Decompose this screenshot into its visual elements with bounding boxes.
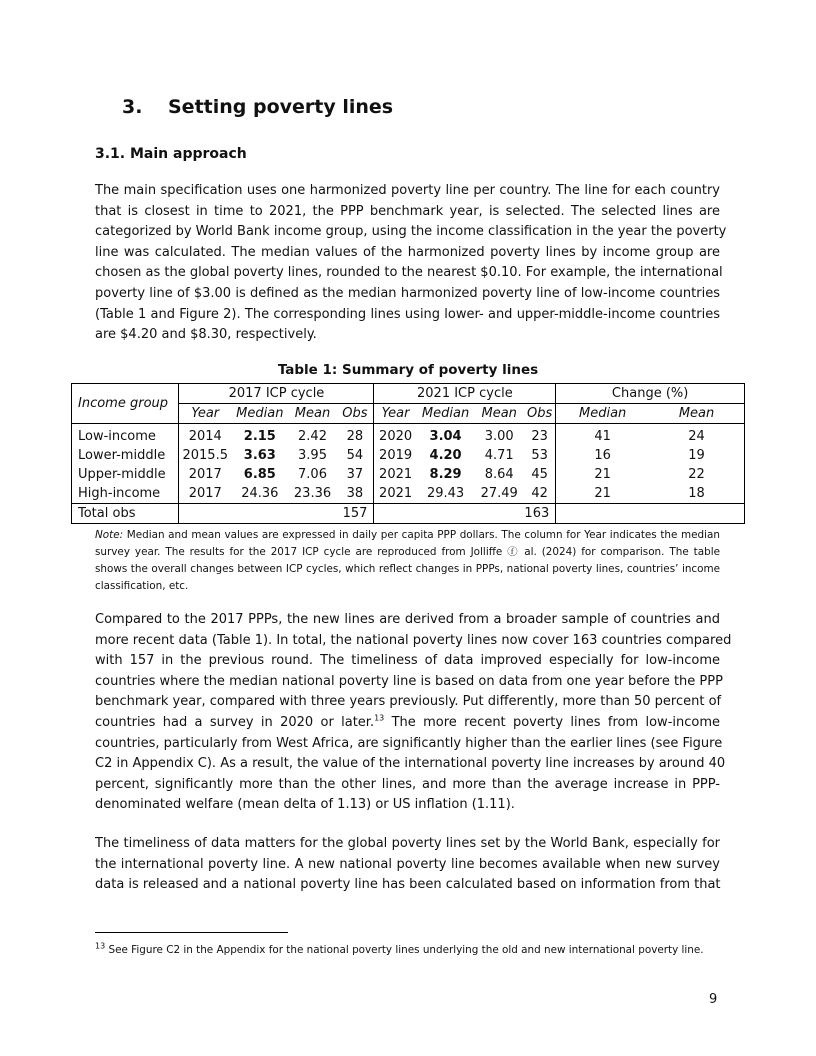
note-line xyxy=(95,527,720,544)
cycle-2021-header: 2021 ICP cycle xyxy=(374,384,556,404)
poverty-lines-table xyxy=(71,383,745,524)
note-line: classification, etc. xyxy=(95,580,189,592)
mean-cell: 8.64 xyxy=(484,467,514,482)
median-cell: 3.63 xyxy=(243,448,276,463)
paragraph-timeliness xyxy=(95,834,720,896)
change-median-cell: 21 xyxy=(556,465,649,484)
col-year: Year xyxy=(179,404,231,424)
obs-cell: 54 xyxy=(346,448,364,463)
text-line: data is released and a national poverty line has been calculated based on information from that xyxy=(95,877,721,893)
median-cell: 6.85 xyxy=(243,467,276,482)
obs-cell: 53 xyxy=(531,448,548,463)
section-title: Setting poverty lines xyxy=(168,96,394,118)
section-number: 3. xyxy=(122,96,143,118)
table-caption: Table 1: Summary of poverty lines xyxy=(277,362,539,378)
text-line: denominated welfare (mean delta of 1.13) or US inflation (1.11). xyxy=(95,797,515,813)
mean-cell: 2.42 xyxy=(298,429,327,444)
footnote-ref[interactable]: 13 xyxy=(374,713,385,723)
text-line: The timeliness of data matters for the global poverty lines set by the World Bank, especially for xyxy=(95,836,720,851)
footnote-divider xyxy=(95,932,288,933)
text-line: are $4.20 and $8.30, respectively. xyxy=(95,327,317,343)
median-cell: 2.15 xyxy=(243,429,276,444)
footnote-mark: 13 xyxy=(95,941,106,951)
text-line: countries where the median national poverty line is based on data from one year before the PPP xyxy=(95,673,723,689)
income-group-cell: Lower-middle xyxy=(72,446,179,465)
text-line xyxy=(95,713,720,734)
subsection-heading: 3.1. Main approach xyxy=(95,146,247,162)
table-total-row xyxy=(72,504,745,524)
year-cell: 2021 xyxy=(374,484,417,504)
text-line: line was calculated. The median values of the harmonized poverty lines by income group are xyxy=(95,244,720,260)
total-obs-2017: 157 xyxy=(179,504,374,524)
obs-cell: 23 xyxy=(531,429,548,444)
col-year: Year xyxy=(374,404,417,424)
mean-cell: 7.06 xyxy=(298,467,327,482)
note-text: Median and mean values are expressed in daily per capita PPP dollars. The column for Year indicates the median xyxy=(123,529,720,541)
year-cell: 2014 xyxy=(179,424,231,447)
page-number: 9 xyxy=(709,992,718,1007)
year-cell: 2015.5 xyxy=(179,446,231,465)
change-median-cell: 21 xyxy=(556,484,649,504)
text-line: with 157 in the previous round. The timeliness of data improved especially for low-income xyxy=(95,653,720,669)
footnote-text: See Figure C2 in the Appendix for the national poverty lines underlying the old and new international poverty line. xyxy=(105,944,704,956)
median-cell: 8.29 xyxy=(429,467,462,482)
income-group-header: Income group xyxy=(72,384,179,424)
col-change-mean: Mean xyxy=(649,404,744,424)
obs-cell: 28 xyxy=(346,429,364,444)
mean-cell: 4.71 xyxy=(484,448,514,463)
mean-cell: 3.95 xyxy=(298,448,327,463)
table-row xyxy=(72,424,745,447)
year-cell: 2021 xyxy=(374,465,417,484)
col-median: Median xyxy=(231,404,289,424)
col-mean: Mean xyxy=(289,404,337,424)
col-change-median: Median xyxy=(556,404,649,424)
text-line: The main specification uses one harmonized poverty line per country. The line for each country xyxy=(95,183,720,198)
change-mean-cell: 19 xyxy=(649,446,744,465)
obs-cell: 42 xyxy=(524,484,556,504)
paragraph-main-approach xyxy=(95,181,727,346)
change-mean-cell: 24 xyxy=(649,424,744,447)
change-median-cell: 41 xyxy=(556,424,649,447)
change-mean-cell: 22 xyxy=(649,465,744,484)
section-heading xyxy=(122,96,393,118)
text-line: categorized by World Bank income group, using the income classification in the year the poverty xyxy=(95,224,727,240)
median-cell: 24.36 xyxy=(231,484,289,504)
table-row xyxy=(72,484,745,504)
table-note xyxy=(95,527,720,595)
income-group-cell: High-income xyxy=(72,484,179,504)
mean-cell: 27.49 xyxy=(474,484,524,504)
note-label: Note: xyxy=(95,529,124,541)
table-row xyxy=(72,446,745,465)
col-obs: Obs xyxy=(336,404,374,424)
text-line: percent, significantly more than the other lines, and more than the average increase in PPP- xyxy=(95,776,720,792)
table-header-row xyxy=(72,384,745,404)
mean-cell: 23.36 xyxy=(289,484,337,504)
total-change-empty xyxy=(556,504,745,524)
col-mean: Mean xyxy=(474,404,524,424)
text-line: Compared to the 2017 PPPs, the new lines are derived from a broader sample of countries and xyxy=(95,612,720,627)
col-obs: Obs xyxy=(524,404,556,424)
obs-cell: 37 xyxy=(346,467,364,482)
year-cell: 2019 xyxy=(374,446,417,465)
median-cell: 4.20 xyxy=(429,448,462,463)
obs-cell: 45 xyxy=(531,467,548,482)
text-segment: countries had a survey in 2020 or later. xyxy=(95,714,375,730)
note-line: shows the overall changes between ICP cycles, which reflect changes in PPPs, national poverty lines, countries’ income xyxy=(95,563,720,575)
year-cell: 2017 xyxy=(179,484,231,504)
change-median-cell: 16 xyxy=(556,446,649,465)
mean-cell: 3.00 xyxy=(484,429,514,444)
change-header: Change (%) xyxy=(556,384,745,404)
text-line: countries, particularly from West Africa, are significantly higher than the earlier lines (see Figure xyxy=(95,735,723,751)
cycle-2017-header: 2017 ICP cycle xyxy=(179,384,374,404)
income-group-cell: Low-income xyxy=(72,424,179,447)
text-segment: The more recent poverty lines from low-income xyxy=(384,714,720,730)
obs-cell: 38 xyxy=(336,484,374,504)
table-row xyxy=(72,465,745,484)
median-cell: 3.04 xyxy=(429,429,462,444)
median-cell: 29.43 xyxy=(417,484,475,504)
change-mean-cell: 18 xyxy=(649,484,744,504)
text-line: more recent data (Table 1). In total, the national poverty lines now cover 163 countries compared xyxy=(95,632,732,648)
text-line: poverty line of $3.00 is defined as the median harmonized poverty line of low-income countries xyxy=(95,285,720,301)
total-obs-2021: 163 xyxy=(374,504,556,524)
footnote xyxy=(95,941,704,956)
text-line: (Table 1 and Figure 2). The corresponding lines using lower- and upper-middle-income countries xyxy=(95,306,720,322)
note-line: survey year. The results for the 2017 ICP cycle are reproduced from Jolliffe ⓕ al. (2024) for comparison. The table xyxy=(95,546,720,558)
text-line: the international poverty line. A new national poverty line becomes available when new survey xyxy=(95,856,720,872)
text-line: C2 in Appendix C). As a result, the value of the international poverty line increases by around 40 xyxy=(95,756,726,772)
col-median: Median xyxy=(417,404,475,424)
text-line: that is closest in time to 2021, the PPP benchmark year, is selected. The selected lines are xyxy=(95,203,720,219)
year-cell: 2020 xyxy=(374,424,417,447)
total-obs-label: Total obs xyxy=(72,504,179,524)
year-cell: 2017 xyxy=(179,465,231,484)
text-line: benchmark year, compared with three years previously. Put differently, more than 50 percent of xyxy=(95,694,722,710)
income-group-cell: Upper-middle xyxy=(72,465,179,484)
text-line: chosen as the global poverty lines, rounded to the nearest $0.10. For example, the international xyxy=(95,265,723,281)
paragraph-comparison xyxy=(95,610,732,816)
